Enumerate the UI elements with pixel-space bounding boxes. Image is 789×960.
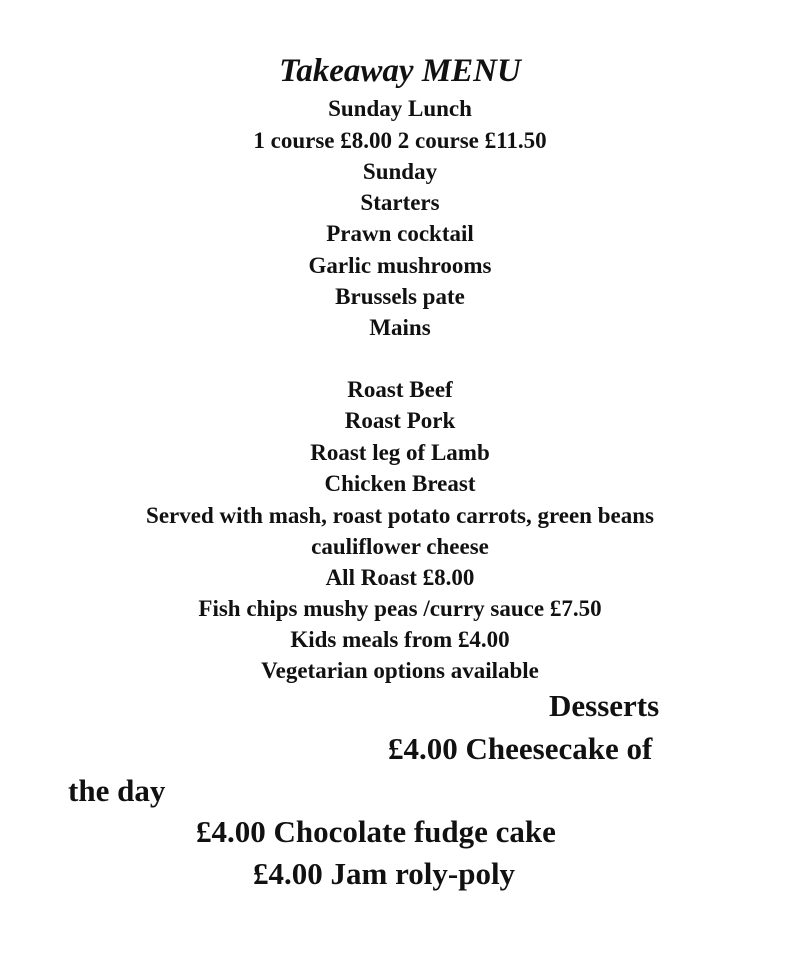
dessert-jam-roly-poly: £4.00 Jam roly-poly [253,856,516,891]
menu-line-fish-chips: Fish chips mushy peas /curry sauce £7.50 [198,596,602,621]
menu-item-chicken-breast: Chicken Breast [324,471,476,496]
section-heading-mains: Mains [369,315,431,340]
menu-line-sunday: Sunday [362,159,438,184]
section-heading-starters: Starters [360,190,440,215]
menu-item-roast-pork: Roast Pork [344,408,456,433]
menu-item-roast-lamb: Roast leg of Lamb [310,440,490,465]
menu-item-garlic-mushrooms: Garlic mushrooms [308,253,492,278]
menu-line-cauliflower-cheese: cauliflower cheese [311,534,489,559]
menu-line-vegetarian: Vegetarian options available [261,658,539,683]
menu-line-course-prices: 1 course £8.00 2 course £11.50 [253,128,547,153]
menu-item-brussels-pate: Brussels pate [335,284,465,309]
menu-item-prawn-cocktail: Prawn cocktail [326,221,474,246]
section-heading-desserts: Desserts [549,688,660,723]
menu-title: Takeaway MENU [279,53,521,89]
menu-line-kids-meals: Kids meals from £4.00 [290,627,510,652]
menu-line-sunday-lunch: Sunday Lunch [328,96,472,121]
dessert-cheesecake-line2: the day [68,773,166,808]
dessert-chocolate-fudge-cake: £4.00 Chocolate fudge cake [196,814,556,849]
menu-line-served-with: Served with mash, roast potato carrots, green beans [146,503,654,528]
menu-line-all-roast-price: All Roast £8.00 [325,565,475,590]
menu-item-roast-beef: Roast Beef [347,377,453,402]
dessert-cheesecake-line1: £4.00 Cheesecake of [388,731,653,766]
